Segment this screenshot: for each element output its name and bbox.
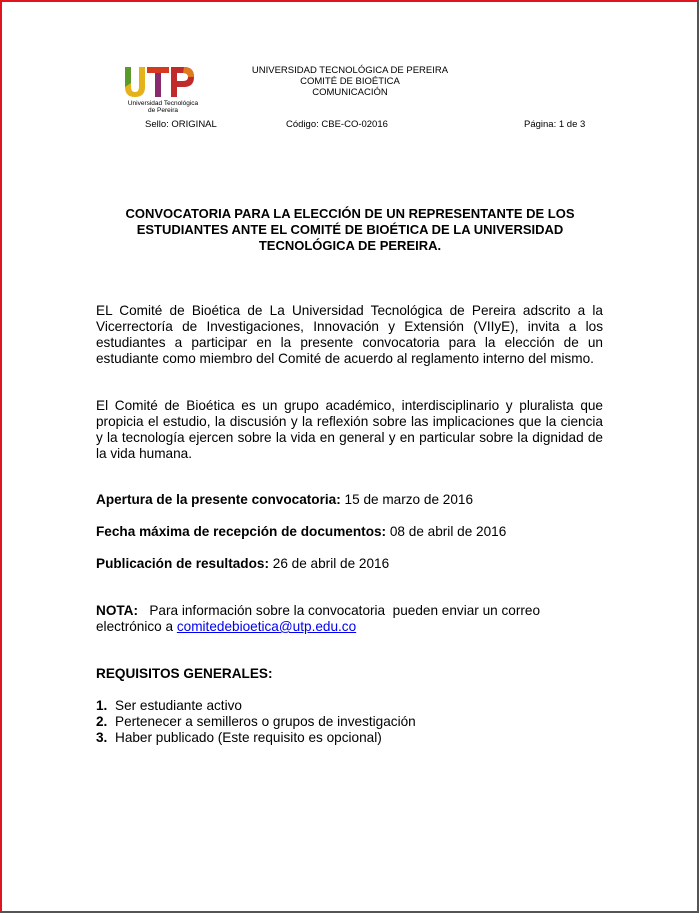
committee-description-paragraph: El Comité de Bioética es un grupo académico, interdisciplinario y pluralista que propicia el estudio, la discusión y la reflexión sobre las implicaciones que la ciencia y la tecnología ejercen sobre la vida en general y en particular sobre la dignidad de la vida humana. xyxy=(96,398,603,461)
requirements-title: REQUISITOS GENERALES: xyxy=(96,666,273,681)
note-text: Para información sobre la convocatoria pueden enviar un correo electrónico a xyxy=(96,603,544,634)
opening-date xyxy=(96,492,473,508)
deadline-date-label: Fecha máxima de recepción de documentos: xyxy=(96,524,387,539)
document-type: COMUNICACIÓN xyxy=(312,87,388,98)
seal-label: Sello: ORIGINAL xyxy=(145,119,217,130)
requirements-list xyxy=(96,698,416,746)
document-title xyxy=(95,206,605,254)
list-item-text: Ser estudiante activo xyxy=(115,698,242,713)
note xyxy=(96,603,606,635)
results-date xyxy=(96,556,389,572)
list-item-number: 1. xyxy=(96,698,108,713)
document-code: Código: CBE-CO-02016 xyxy=(286,119,388,130)
results-date-label: Publicación de resultados: xyxy=(96,556,269,571)
list-item-text: Haber publicado (Este requisito es opcional) xyxy=(115,730,382,745)
title-line: TECNOLÓGICA DE PEREIRA. xyxy=(258,238,442,253)
title-line: ESTUDIANTES ANTE EL COMITÉ DE BIOÉTICA DE LA UNIVERSIDAD xyxy=(136,222,564,237)
logo-caption-line: Universidad Tecnológica xyxy=(127,100,199,107)
title-line: CONVOCATORIA PARA LA ELECCIÓN DE UN REPRESENTANTE DE LOS xyxy=(125,206,575,221)
list-item-number: 2. xyxy=(96,714,108,729)
logo-caption-line: de Pereira xyxy=(148,107,178,114)
results-date-value: 26 de abril de 2016 xyxy=(268,556,390,571)
opening-date-label: Apertura de la presente convocatoria: xyxy=(96,492,341,507)
list-item xyxy=(96,714,416,730)
committee-name: COMITÉ DE BIOÉTICA xyxy=(300,76,400,87)
note-label: NOTA: xyxy=(96,603,139,618)
list-item xyxy=(96,730,416,746)
logo-caption xyxy=(124,100,202,114)
list-item-number: 3. xyxy=(96,730,108,745)
list-item-text: Pertenecer a semilleros o grupos de investigación xyxy=(115,714,416,729)
email-link[interactable]: comitedebioetica@utp.edu.co xyxy=(176,619,357,634)
deadline-date-value: 08 de abril de 2016 xyxy=(386,524,507,539)
list-item xyxy=(96,698,416,714)
page-number: Página: 1 de 3 xyxy=(524,119,586,130)
deadline-date xyxy=(96,524,506,540)
intro-paragraph: EL Comité de Bioética de La Universidad Tecnológica de Pereira adscrito a la Vicerrectoría de Investigaciones, Innovación y Extensión (VIIyE), invita a los estudiantes a participar en la presente convocatoria para la elección de un estudiante como miembro del Comité de acuerdo al reglamento interno del mismo. xyxy=(96,303,603,366)
institution-name: UNIVERSIDAD TECNOLÓGICA DE PEREIRA xyxy=(251,65,449,76)
opening-date-value: 15 de marzo de 2016 xyxy=(340,492,474,507)
document-header xyxy=(240,65,460,98)
